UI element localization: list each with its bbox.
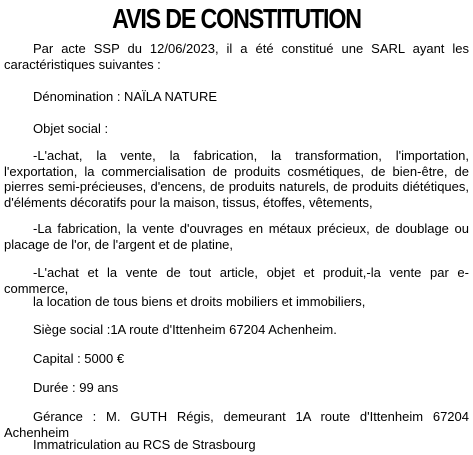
denomination-line: Dénomination : NAÏLA NATURE [33,89,217,104]
gerance-line: Gérance : M. GUTH Régis, demeurant 1A route d'Ittenheim 67204 Achenheim [4,409,469,440]
capital-line: Capital : 5000 € [33,351,125,366]
immatriculation-line: Immatriculation au RCS de Strasbourg [33,437,256,452]
objet-social-item-commerce: -L'achat, la vente, la fabrication, la transformation, l'importation, l'exportation, la commercialisation de produits cosmétiques, de bien-être, de pierres semi-précieuses, d'encens, de produits naturels, de produits diététiques, d'éléments décoratifs pour la maison, tissus, étoffes, vêtements, [4,148,469,210]
duree-line: Durée : 99 ans [33,380,119,395]
intro-paragraph: Par acte SSP du 12/06/2023, il a été constitué une SARL ayant les caractéristiques suivantes : [4,41,469,72]
siege-social-line: Siège social :1A route d'Ittenheim 67204 Achenheim. [33,322,337,337]
objet-social-heading: Objet social : [33,121,109,136]
objet-social-item-metaux: -La fabrication, la vente d'ouvrages en métaux précieux, de doublage ou placage de l'or, de l'argent et de platine, [4,221,469,252]
objet-social-item-ecommerce: -L'achat et la vente de tout article, objet et produit,-la vente par e-commerce, [4,265,469,296]
objet-social-item-location: la location de tous biens et droits mobiliers et immobiliers, [33,294,366,309]
notice-title: AVIS DE CONSTITUTION [112,3,361,34]
